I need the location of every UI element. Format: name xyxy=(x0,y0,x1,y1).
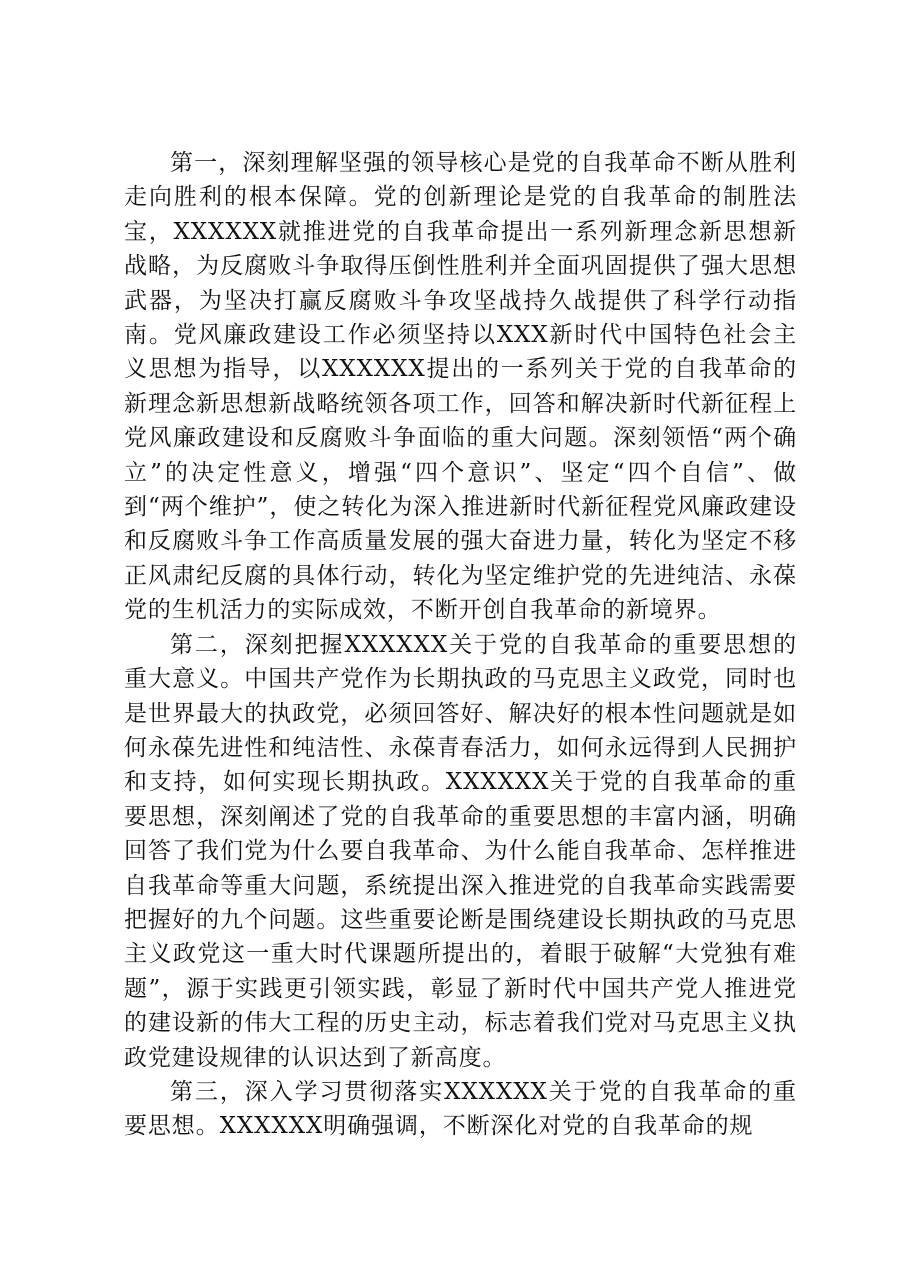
paragraph-second: 第二，深刻把握XXXXXX关于党的自我革命的重要思想的重大意义。中国共产党作为长期执政的马克思主义政党，同时也是世界最大的执政党，必须回答好、解决好的根本性问题就是如何永葆先进性和纯洁性、永葆青春活力，如何永远得到人民拥护和支持，如何实现长期执政。XXXXXX关于党的自我革命的重要思想，深刻阐述了党的自我革命的重要思想的丰富内涵，明确回答了我们党为什么要自我革命、为什么能自我革命、怎样推进自我革命等重大问题，系统提出深入推进党的自我革命实践需要把握好的九个问题。这些重要论断是围绕建设长期执政的马克思主义政党这一重大时代课题所提出的，着眼于破解“大党独有难题”，源于实践更引领实践，彰显了新时代中国共产党人推进党的建设新的伟大工程的历史主动，标志着我们党对马克思主义执政党建设规律的认识达到了新高度。 xyxy=(124,631,797,1071)
paragraph-first: 第一，深刻理解坚强的领导核心是党的自我革命不断从胜利走向胜利的根本保障。党的创新理论是党的自我革命的制胜法宝，XXXXXX就推进党的自我革命提出一系列新理念新思想新战略，为反腐败斗争取得压倒性胜利并全面巩固提供了强大思想武器，为坚决打赢反腐败斗争攻坚战持久战提供了科学行动指南。党风廉政建设工作必须坚持以XXX新时代中国特色社会主义思想为指导，以XXXXXX提出的一系列关于党的自我革命的新理念新思想新战略统领各项工作，回答和解决新时代新征程上党风廉政建设和反腐败斗争面临的重大问题。深刻领悟“两个确立”的决定性意义，增强“四个意识”、坚定“四个自信”、做到“两个维护”，使之转化为深入推进新时代新征程党风廉政建设和反腐败斗争工作高质量发展的强大奋进力量，转化为坚定不移正风肃纪反腐的具体行动，转化为坚定维护党的先进纯洁、永葆党的生机活力的实际成效，不断开创自我革命的新境界。 xyxy=(124,150,797,624)
paragraph-third: 第三，深入学习贯彻落实XXXXXX关于党的自我革命的重要思想。XXXXXX明确强调，不断深化对党的自我革命的规 xyxy=(124,1078,797,1140)
